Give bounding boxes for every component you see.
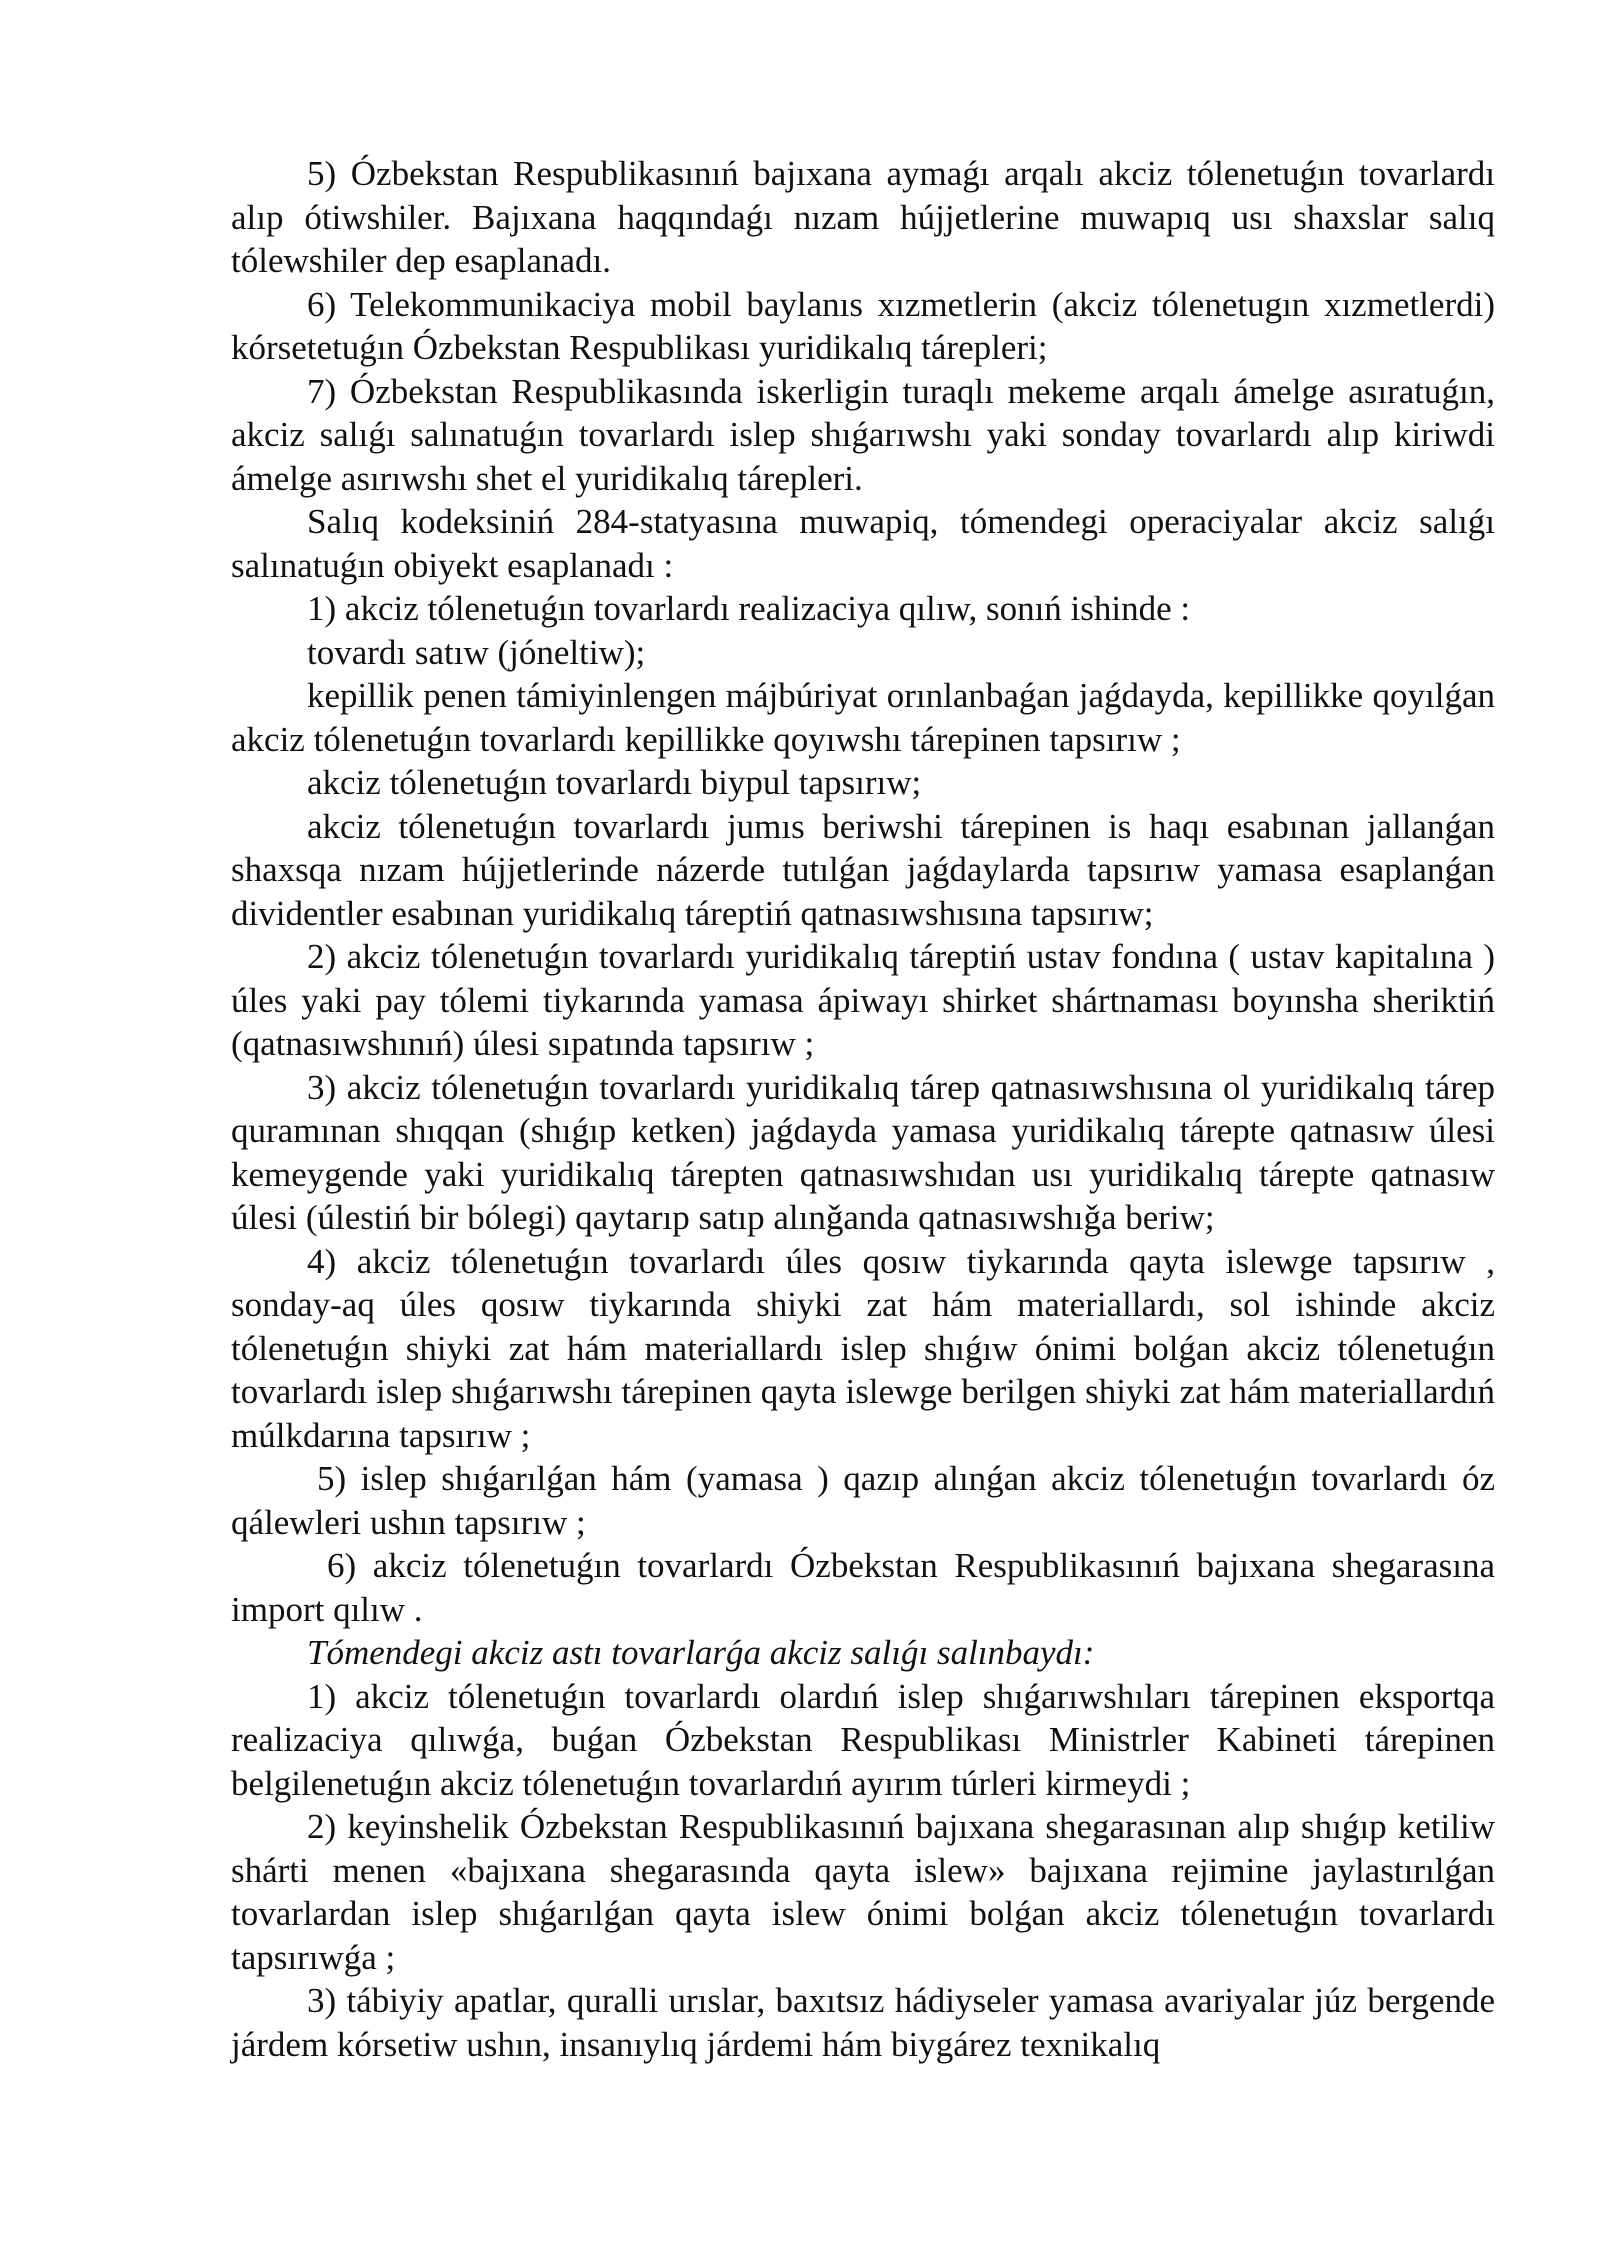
paragraph-exemption-1: 1) akciz tólenetuǵın tovarlardı olardıń islep shıǵarıwshıları tárepinen eksportqa realizaciya qılıwǵa, buǵan Ózbekstan Respublikası Ministrler Kabineti tárepinen belgilenetuǵın akciz tólenetuǵın tovarlardıń ayırım túrleri kirmeydi ; <box>231 1676 1495 1803</box>
paragraph-operation-6: 6) akciz tólenetuǵın tovarlardı Ózbekstan Respublikasınıń bajıxana shegarasına import qılıw . <box>231 1546 1495 1629</box>
paragraph-wage-transfer: akciz tólenetuǵın tovarlardı jumıs beriwshi tárepinen is haqı esabınan jallanǵan shaxsqa nızam hújjetlerinde názerde tutılǵan jaǵdaylarda tapsırıw yamasa esaplanǵan dividentler esabınan yuridikalıq táreptiń qatnasıwshısına tapsırıw; <box>231 806 1495 933</box>
paragraph-item-5: 5) Ózbekstan Respublikasınıń bajıxana aymaǵı arqalı akciz tólenetuǵın tovarlardı alıp ótiwshiler. Bajıxana haqqındaǵı nızam hújjetlerine muwapıq usı shaxslar salıq tólewshiler dep esaplanadı. <box>231 154 1495 280</box>
paragraph-operation-5: 5) islep shıǵarılǵan hám (yamasa ) qazıp alınǵan akciz tólenetuǵın tovarlardı óz qálewleri ushın tapsırıw ; <box>231 1459 1495 1542</box>
paragraph-item-7: 7) Ózbekstan Respublikasında iskerligin turaqlı mekeme arqalı ámelge asıratuǵın, akciz salıǵı salınatuǵın tovarlardı islep shıǵarıwshı yaki sonday tovarlardı alıp kiriwdi ámelge asırıwshı shet el yuridikalıq tárepleri. <box>231 371 1495 498</box>
paragraph-operation-4: 4) akciz tólenetuǵın tovarlardı úles qosıw tiykarında qayta islewge tapsırıw , sonday-aq úles qosıw tiykarında shiyki zat hám materiallardı, sol ishinde akciz tólenetuǵın shiyki zat hám materiallardı islep shıǵıw ónimi bolǵan akciz tólenetuǵın tovarlardı islep shıǵarıwshı tárepinen qayta islewge berilgen shiyki zat hám materiallardıń múlkdarına tapsırıw ; <box>231 1241 1495 1455</box>
paragraph-operation-2: 2) akciz tólenetuǵın tovarlardı yuridikalıq táreptiń ustav fondına ( ustav kapitalına ) úles yaki pay tólemi tiykarında yamasa ápiwayı shirket shártnaması boyınsha sheriktiń (qatnasıwshınıń) úlesi sıpatında tapsırıw ; <box>231 937 1495 1063</box>
paragraph-free-transfer: akciz tólenetuǵın tovarlardı biypul tapsırıw; <box>307 763 922 802</box>
paragraph-operation-3: 3) akciz tólenetuǵın tovarlardı yuridikalıq tárep qatnasıwshısına ol yuridikalıq tárep quramınan shıqqan (shıǵıp ketken) jaǵdayda yamasa yuridikalıq tárepte qatnasıw úlesi kemeygende yaki yuridikalıq tárepten qatnasıwshıdan usı yuridikalıq tárepte qatnasıw úlesi (úlestiń bir bólegi) qaytarıp satıp alınǧanda qatnasıwshıǧa beriw; <box>231 1067 1495 1237</box>
paragraph-operations-intro: Salıq kodeksiniń 284-statyasına muwapiq, tómendegi operaciyalar akciz salıǵı salınatuǵın obiyekt esaplanadı : <box>231 502 1495 585</box>
paragraph-exemption-2: 2) keyinshelik Ózbekstan Respublikasınıń bajıxana shegarasınan alıp shıǵıp ketiliw shárti menen «bajıxana shegarasında qayta islew» bajıxana rejimine jaylastırılǵan tovarlardan islep shıǵarılǵan qayta islew ónimi bolǵan akciz tólenetuǵın tovarlardı tapsırıwǵa ; <box>231 1807 1495 1977</box>
paragraph-sale: tovardı satıw (jóneltiw); <box>307 632 646 672</box>
paragraph-operation-1: 1) akciz tólenetuǵın tovarlardı realizaciya qılıw, sonıń ishinde : <box>307 589 1191 628</box>
paragraph-item-6: 6) Telekommunikaciya mobil baylanıs xızmetlerin (akciz tólenetugın xızmetlerdi) kórsetetuǵın Ózbekstan Respublikası yuridikalıq tárepleri; <box>231 284 1495 367</box>
paragraph-exemption-3: 3) tábiyiy apatlar, quralli urıslar, baxıtsız hádiyseler yamasa avariyalar júz bergende járdem kórsetiw ushın, insanıylıq járdemi hám biygárez texnikalıq <box>231 1981 1495 2064</box>
paragraph-pledge: kepillik penen támiyinlengen májbúriyat orınlanbaǵan jaǵdayda, kepillikke qoyılǵan akciz tólenetuǵın tovarlardı kepillikke qoyıwshı tárepinen tapsırıw ; <box>231 676 1495 759</box>
paragraph-exemptions-heading: Tómendegi akciz astı tovarlarǵa akciz salıǵı salınbaydı: <box>307 1633 1095 1672</box>
document-page <box>231 152 1495 2066</box>
